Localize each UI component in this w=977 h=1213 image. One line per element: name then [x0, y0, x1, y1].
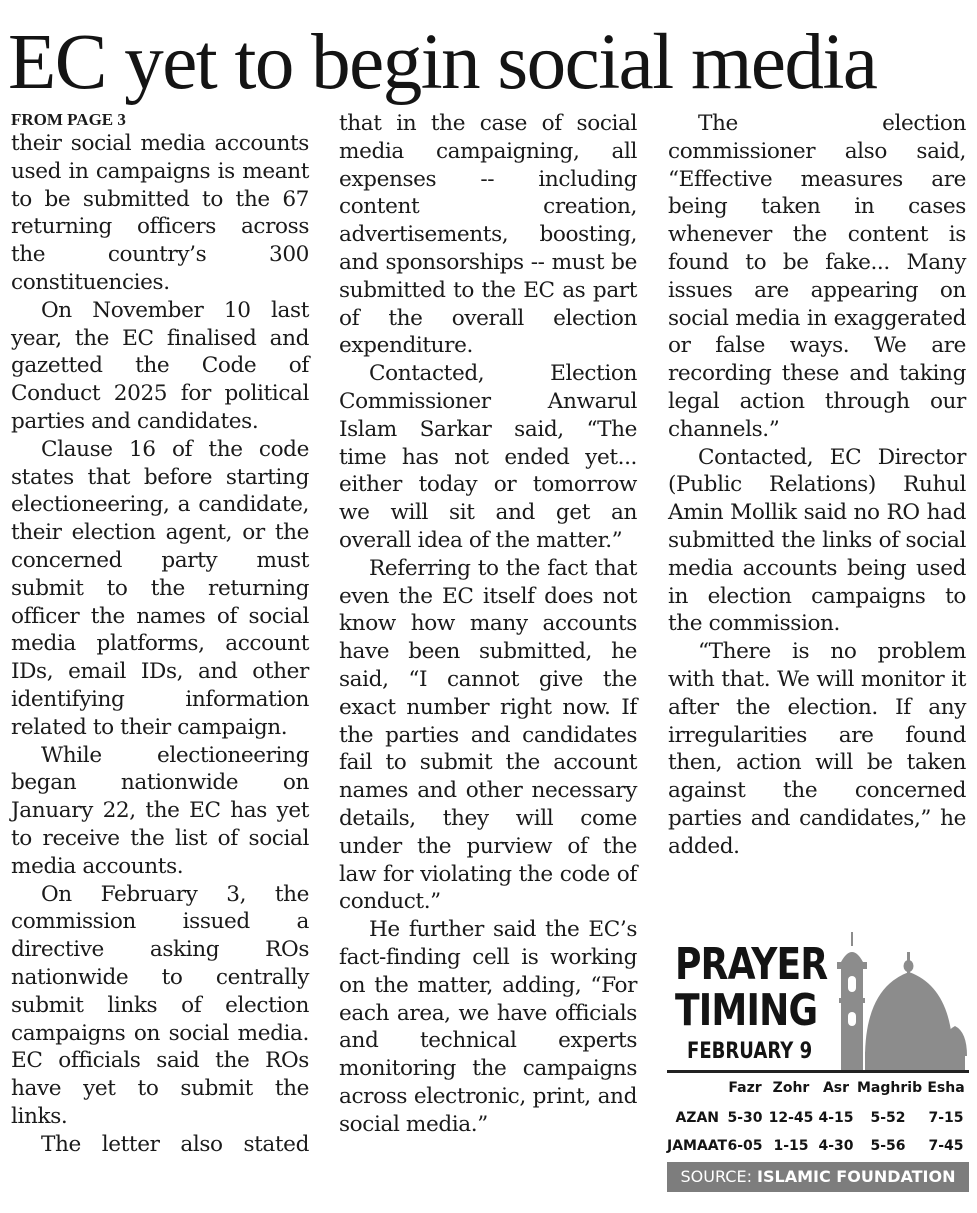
- time-cell: 4-30: [818, 1138, 854, 1154]
- paragraph: Contacted, Election Commissioner Anwarul Islam Sarkar said, “The time has not ended yet... either today or tomorrow we will sit and get an overall idea of the matter.”: [339, 361, 637, 553]
- source-bar: [667, 1162, 969, 1192]
- headline: EC yet to begin social media: [8, 19, 877, 106]
- prayer-divider: [667, 1070, 969, 1073]
- column-header: Zohr: [772, 1080, 810, 1096]
- time-cell: 5-30: [727, 1110, 763, 1126]
- prayer-title-line-1: PRAYER: [675, 939, 828, 990]
- table-row: [667, 1110, 969, 1134]
- time-cell: 5-56: [870, 1138, 906, 1154]
- column-header: Asr: [822, 1080, 850, 1096]
- paragraph: Referring to the fact that even the EC itself does not know how many accounts have been submitted, he said, “I cannot give the exact number right now. If the parties and candidates fail to submit the account names and other necessary details, they will come under the purview of the law for violating the code of conduct.”: [339, 555, 637, 915]
- prayer-timing-box: [667, 928, 969, 1200]
- column-header: Fazr: [728, 1080, 762, 1096]
- paragraph: He further said the EC’s fact-finding cell is working on the matter, adding, “For each area, we have officials and technical experts monitoring the campaigns across electronic, print, and social media.”: [339, 917, 637, 1137]
- prayer-date: FEBRUARY 9: [687, 1039, 813, 1064]
- paragraph: The letter also stated: [41, 1131, 309, 1157]
- time-cell: 6-05: [727, 1138, 763, 1154]
- time-cell: 7-45: [928, 1138, 964, 1154]
- time-cell: 5-52: [870, 1110, 906, 1126]
- column-header: Maghrib: [857, 1080, 923, 1096]
- time-cell: 4-15: [818, 1110, 854, 1126]
- row-label: AZAN: [675, 1110, 719, 1126]
- paragraph: While electioneering began nationwide on January 22, the EC has yet to receive the list of social media accounts.: [11, 742, 309, 879]
- article-column-2: [339, 110, 637, 1138]
- paragraph: Clause 16 of the code states that before starting electioneering, a candidate, their election agent, or the concerned party must submit to the returning officer the names of social media platforms, account IDs, email IDs, and other identifying information related to their campaign.: [11, 436, 309, 740]
- paragraph: their social media accounts used in campaigns is meant to be submitted to the 67 returning officers across the country’s 300 constituencies.: [11, 131, 309, 295]
- column-header: Esha: [927, 1080, 965, 1096]
- paragraph: Contacted, EC Director (Public Relations) Ruhul Amin Mollik said no RO had submitted the links of social media accounts being used in election campaigns to the commission.: [668, 444, 966, 637]
- paragraph: that in the case of social media campaigning, all expenses -- including content creation, advertisements, boosting, and sponsorships -- must be submitted to the EC as part of the overall election expenditure.: [339, 111, 637, 359]
- prayer-title-line-2: TIMING: [675, 985, 818, 1036]
- paragraph: The election commissioner also said, “Effective measures are being taken in cases whenever the content is found to be fake... Many issues are appearing on social media in exaggerated or false ways. We are recording these and taking legal action through our channels.”: [668, 111, 966, 442]
- source-name: ISLAMIC FOUNDATION: [757, 1167, 956, 1186]
- article-column-3: [668, 110, 966, 861]
- mosque-icon: [827, 928, 967, 1072]
- paragraph: On November 10 last year, the EC finalised and gazetted the Code of Conduct 2025 for political parties and candidates.: [11, 297, 309, 434]
- time-cell: 12-45: [768, 1110, 814, 1126]
- time-cell: 1-15: [773, 1138, 809, 1154]
- article-column-1: [11, 110, 309, 1158]
- table-header-row: [667, 1080, 969, 1104]
- source-label: SOURCE:: [680, 1167, 758, 1186]
- time-cell: 7-15: [928, 1110, 964, 1126]
- row-label: JAMAAT: [667, 1138, 728, 1154]
- prayer-timing-title: [675, 939, 828, 1036]
- continued-from-kicker: FROM PAGE 3: [11, 110, 126, 129]
- paragraph: “There is no problem with that. We will monitor it after the election. If any irregularities are found then, action will be taken against the concerned parties and candidates,” he added.: [668, 639, 966, 859]
- paragraph: On February 3, the commission issued a directive asking ROs nationwide to centrally submit links of election campaigns on social media. EC officials said the ROs have yet to submit the links.: [11, 881, 309, 1129]
- table-row: [667, 1138, 969, 1162]
